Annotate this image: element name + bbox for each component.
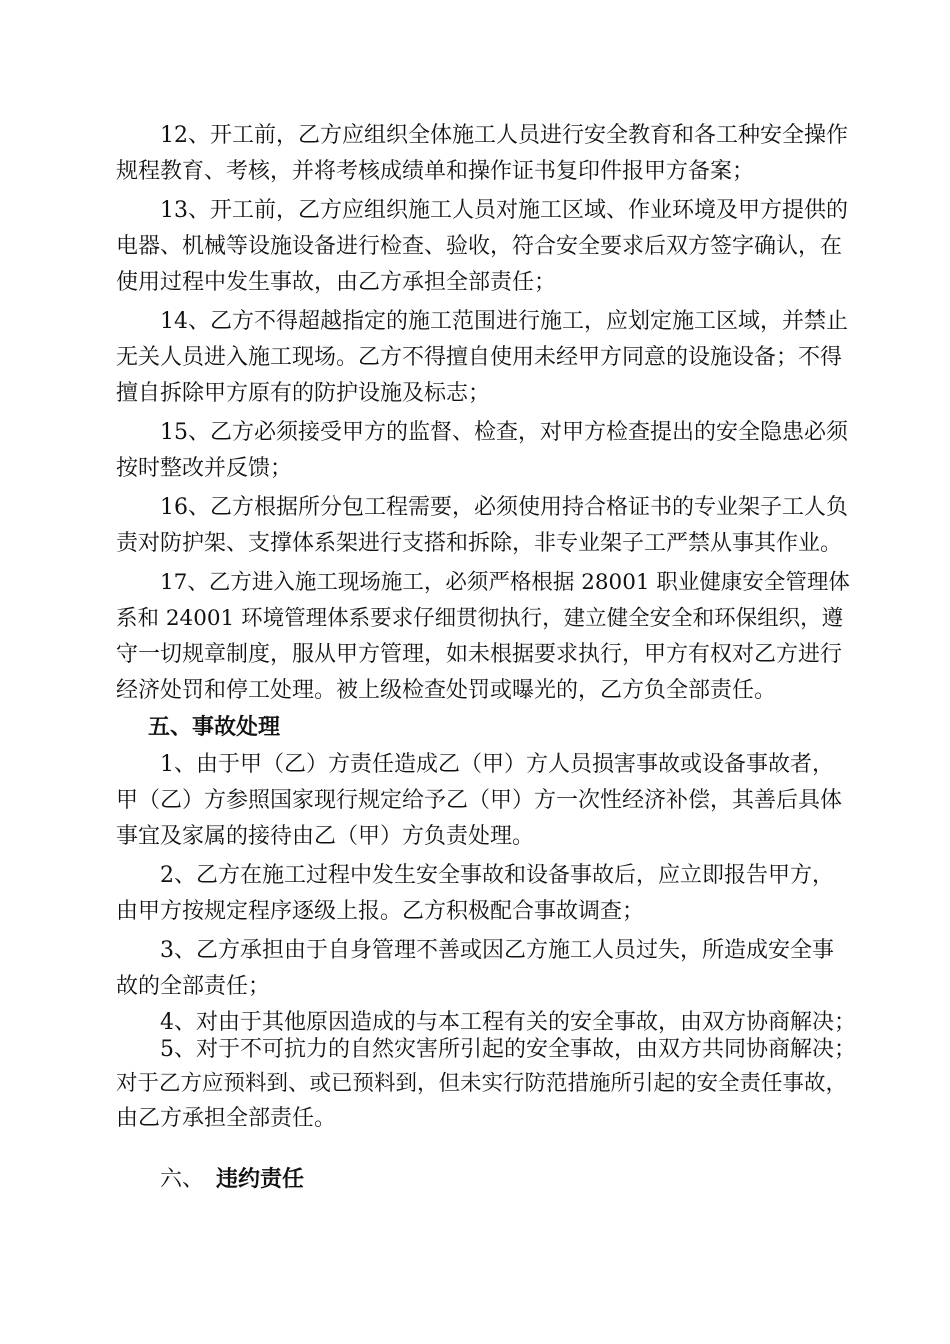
paragraph-line: 3、乙方承担由于自身管理不善或因乙方施工人员过失，所造成安全事 (160, 938, 834, 963)
paragraph-line: 电器、机械等设施设备进行检查、验收，符合安全要求后双方签字确认，在 (116, 234, 843, 259)
paragraph-line: 1、由于甲（乙）方责任造成乙（甲）方人员损害事故或设备事故者， (160, 752, 834, 777)
paragraph-line: 14、乙方不得超越指定的施工范围进行施工，应划定施工区域，并禁止 (160, 309, 848, 334)
paragraph-line: 责对防护架、支撑体系架进行支搭和拆除，非专业架子工严禁从事其作业。 (116, 531, 843, 556)
paragraph-line: 系和 24001 环境管理体系要求仔细贯彻执行，建立健全安全和环保组织，遵 (116, 606, 844, 631)
paragraph-line: 事宜及家属的接待由乙（甲）方负责处理。 (116, 824, 535, 849)
paragraph-line: 5、对于不可抗力的自然灾害所引起的安全事故，由双方共同协商解决； (160, 1037, 856, 1062)
paragraph-line: 对于乙方应预料到、或已预料到，但未实行防范措施所引起的安全责任事故， (116, 1071, 848, 1096)
paragraph-line: 规程教育、考核，并将考核成绩单和操作证书复印件报甲方备案； (116, 159, 755, 184)
paragraph-line: 使用过程中发生事故，由乙方承担全部责任； (116, 270, 557, 295)
section-heading: 五、事故处理 (148, 715, 281, 740)
paragraph-line: 守一切规章制度，服从甲方管理，如未根据要求执行，甲方有权对乙方进行 (116, 642, 843, 667)
paragraph-line: 4、对由于其他原因造成的与本工程有关的安全事故，由双方协商解决； (160, 1010, 856, 1035)
paragraph-line: 16、乙方根据所分包工程需要，必须使用持合格证书的专业架子工人负 (160, 495, 848, 520)
section-heading: 违约责任 (216, 1167, 305, 1192)
paragraph-line: 2、乙方在施工过程中发生安全事故和设备事故后，应立即报告甲方， (160, 863, 834, 888)
paragraph-line: 12、开工前，乙方应组织全体施工人员进行安全教育和各工种安全操作 (160, 123, 848, 148)
paragraph-line: 15、乙方必须接受甲方的监督、检查，对甲方检查提出的安全隐患必须 (160, 420, 848, 445)
paragraph-line: 故的全部责任； (116, 974, 271, 999)
section-number: 六、 (160, 1167, 205, 1192)
paragraph-line: 17、乙方进入施工现场施工，必须严格根据 28001 职业健康安全管理体 (160, 570, 850, 595)
paragraph-line: 擅自拆除甲方原有的防护设施及标志； (116, 381, 491, 406)
paragraph-line: 按时整改并反馈； (116, 456, 293, 481)
paragraph-line: 经济处罚和停工处理。被上级检查处罚或曝光的，乙方负全部责任。 (116, 678, 777, 703)
paragraph-line: 由乙方承担全部责任。 (116, 1106, 337, 1131)
paragraph-line: 无关人员进入施工现场。乙方不得擅自使用未经甲方同意的设施设备；不得 (116, 345, 843, 370)
paragraph-line: 由甲方按规定程序逐级上报。乙方积极配合事故调查； (116, 899, 645, 924)
paragraph-line: 13、开工前，乙方应组织施工人员对施工区域、作业环境及甲方提供的 (160, 198, 848, 223)
paragraph-line: 甲（乙）方参照国家现行规定给予乙（甲）方一次性经济补偿，其善后具体 (116, 788, 843, 813)
